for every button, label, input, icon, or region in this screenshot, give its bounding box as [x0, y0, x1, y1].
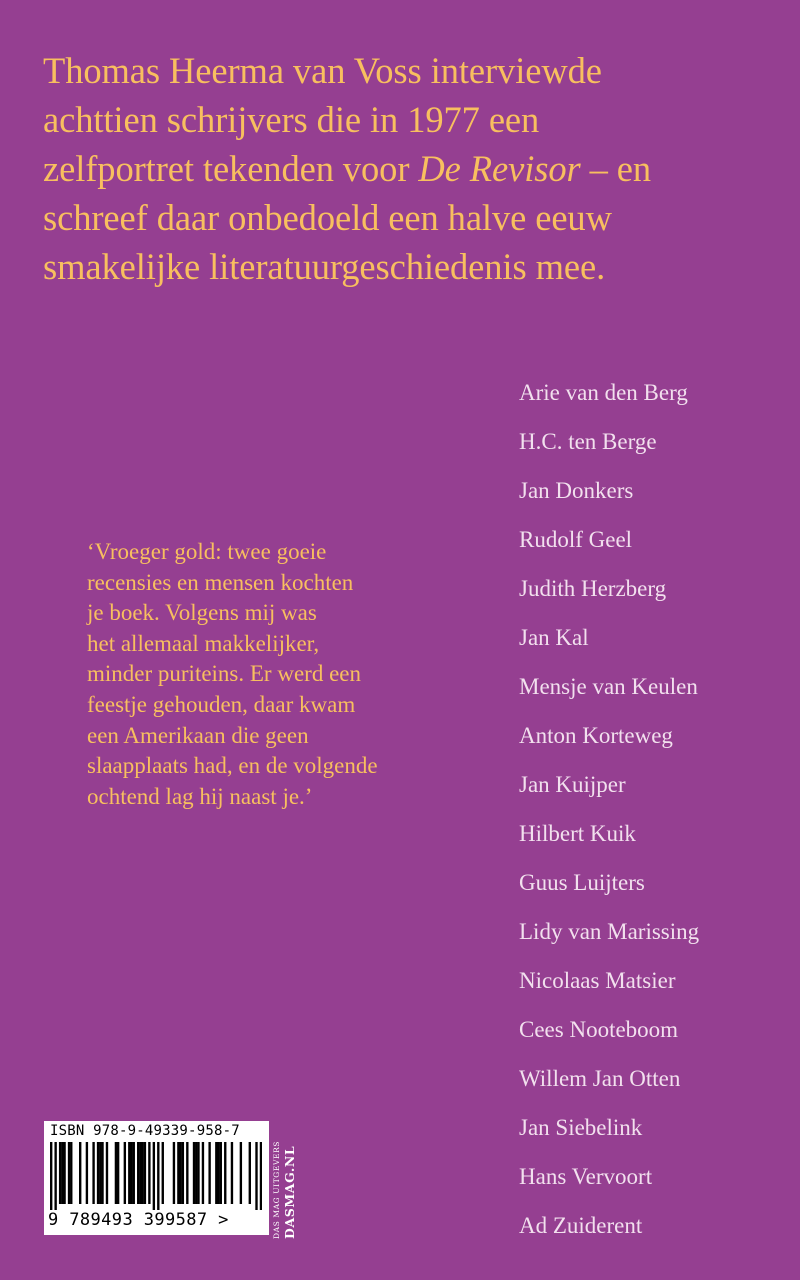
author-name: Anton Korteweg [519, 723, 673, 748]
blurb-line: schreef daar onbedoeld een halve eeuw [43, 197, 612, 238]
author-name: Lidy van Marissing [519, 919, 700, 944]
quote-line: feestje gehouden, daar kwam [87, 691, 356, 717]
quote-line: het allemaal makkelijker, [87, 630, 320, 656]
barcode-bar [50, 1142, 52, 1210]
author-name: Mensje van Keulen [519, 674, 698, 699]
barcode-bar [215, 1142, 217, 1204]
barcode-bar [260, 1142, 262, 1210]
barcode-bar [220, 1142, 222, 1204]
blurb-line: smakelijke literatuurgeschiedenis mee. [43, 246, 606, 287]
quote-line: recensies en mensen kochten [87, 569, 354, 595]
author-name: Guus Luijters [519, 870, 645, 895]
blurb-line-end: – en [580, 148, 652, 189]
barcode-bar [177, 1142, 179, 1204]
barcode-bar [141, 1142, 143, 1204]
author-name: Rudolf Geel [519, 527, 633, 552]
barcode-bar [179, 1142, 181, 1204]
blurb-line: Thomas Heerma van Voss interviewde [43, 50, 602, 91]
author-name: Arie van den Berg [519, 380, 688, 405]
quote-line: een Amerikaan die geen [87, 722, 309, 748]
author-name: Hilbert Kuik [519, 821, 636, 846]
barcode-bar [148, 1142, 150, 1204]
barcode-bar [182, 1142, 184, 1204]
barcode-bar [63, 1142, 65, 1204]
barcode-bar [231, 1142, 233, 1204]
barcode-bar [54, 1142, 56, 1210]
barcode-bar [153, 1142, 155, 1210]
pull-quote [87, 537, 447, 812]
publisher-url: DASMAG.NL [282, 1145, 297, 1239]
barcode-bar [144, 1142, 146, 1204]
barcode-bar [193, 1142, 195, 1204]
publisher-imprint [272, 1121, 302, 1239]
publisher-name: DAS MAG UITGEVERS [272, 1140, 281, 1239]
barcode-bar [195, 1142, 197, 1204]
blurb-line: achttien schrijvers die in 1977 een [43, 99, 540, 140]
barcode-bar [186, 1142, 188, 1204]
barcode-bar [99, 1142, 101, 1204]
barcode-bar [202, 1142, 204, 1204]
barcode-bar [197, 1142, 199, 1204]
barcode-bar [86, 1142, 88, 1204]
barcode-bar [137, 1142, 139, 1204]
author-name: Jan Kal [519, 625, 589, 650]
barcode-bar [92, 1142, 94, 1204]
barcode-bar [59, 1142, 61, 1204]
magazine-title: De Revisor [418, 148, 581, 189]
barcode-bar [79, 1142, 81, 1204]
blurb-line-start: zelfportret tekenden voor [43, 148, 419, 189]
barcode-bar [240, 1142, 242, 1204]
author-name: Jan Siebelink [519, 1115, 643, 1140]
barcode-bar [224, 1142, 226, 1204]
barcode-bar [173, 1142, 175, 1204]
isbn-barcode [44, 1121, 269, 1235]
isbn-number: ISBN 978-9-49339-958-7 [50, 1123, 240, 1139]
author-name: Nicolaas Matsier [519, 968, 676, 993]
barcode-bar [157, 1142, 159, 1210]
author-name: Jan Kuijper [519, 772, 626, 797]
author-name: Willem Jan Otten [519, 1066, 681, 1091]
barcode-bar [130, 1142, 132, 1204]
author-name: Ad Zuiderent [519, 1213, 643, 1238]
barcode-bar [70, 1142, 72, 1204]
quote-line: je boek. Volgens mij was [87, 600, 317, 626]
author-list [519, 378, 699, 1260]
barcode-digits: 9 789493 399587 > [48, 1210, 229, 1230]
barcode-bar [115, 1142, 117, 1204]
barcode-bar [117, 1142, 119, 1204]
barcode-bar [139, 1142, 141, 1204]
barcode-bar [106, 1142, 108, 1204]
barcode-bar [124, 1142, 126, 1204]
author-name: Jan Donkers [519, 478, 634, 503]
barcode-bars [50, 1142, 262, 1210]
author-name: H.C. ten Berge [519, 429, 657, 454]
barcode-bar [128, 1142, 130, 1204]
barcode-bar [208, 1142, 210, 1204]
blurb-line [43, 144, 763, 193]
barcode-bar [101, 1142, 103, 1204]
barcode-bar [249, 1142, 251, 1204]
author-name: Hans Vervoort [519, 1164, 653, 1189]
barcode-bar [162, 1142, 164, 1204]
barcode-bar [217, 1142, 219, 1204]
quote-line: ochtend lag hij naast je.’ [87, 783, 313, 809]
author-name: Cees Nooteboom [519, 1017, 679, 1042]
barcode-bar [68, 1142, 70, 1204]
quote-line: slaapplaats had, en de volgende [87, 753, 378, 779]
barcode-bar [97, 1142, 99, 1204]
author-name: Judith Herzberg [519, 576, 667, 601]
barcode-bar [61, 1142, 63, 1204]
barcode-bar [255, 1142, 257, 1210]
back-cover-blurb [43, 46, 763, 291]
quote-line: ‘Vroeger gold: twee goeie [87, 539, 327, 564]
barcode-bar [133, 1142, 135, 1204]
quote-line: minder puriteins. Er werd een [87, 661, 361, 687]
